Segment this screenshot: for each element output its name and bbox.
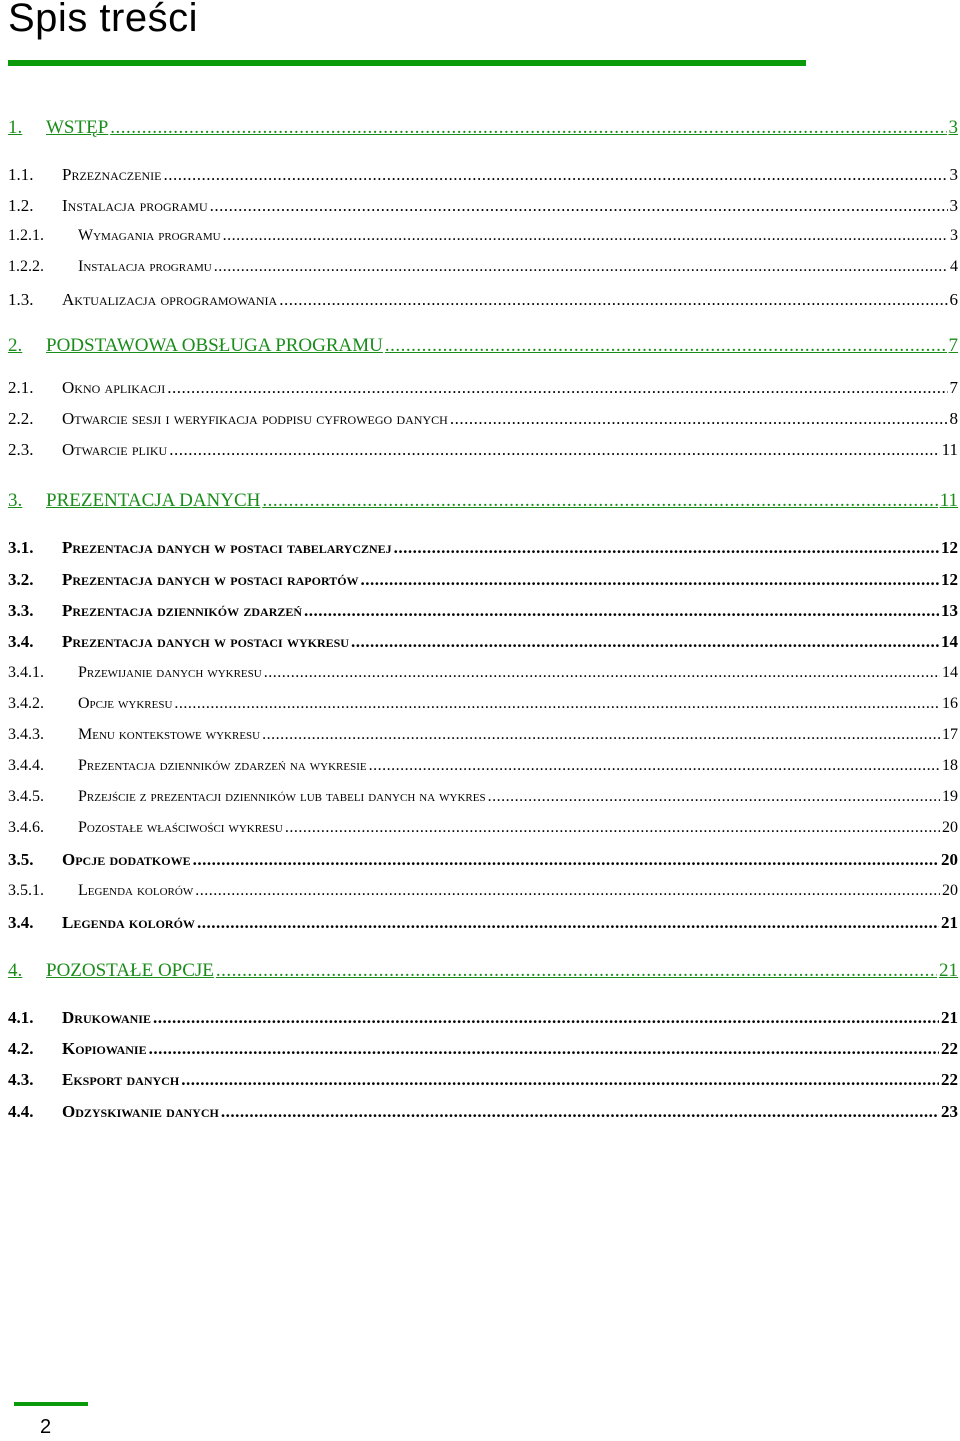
toc-entry-title[interactable]: Prezentacja danych w postaci wykresu xyxy=(62,632,349,651)
toc-entry-title[interactable]: Otwarcie sesji i weryfikacja podpisu cyfrowego danych xyxy=(62,409,448,428)
toc-dot-leader xyxy=(361,570,939,590)
toc-entry-title[interactable]: Kopiowanie xyxy=(62,1039,147,1058)
toc-entry-title[interactable]: Legenda kolorów xyxy=(78,882,194,899)
toc-entry-page: 3 xyxy=(949,165,958,184)
toc-entry[interactable] xyxy=(8,165,958,185)
toc-dot-leader xyxy=(149,1039,939,1059)
toc-entry[interactable] xyxy=(8,409,958,429)
toc-dot-leader xyxy=(181,1070,939,1090)
toc-dot-leader xyxy=(262,726,940,744)
toc-entry-number: 3.4.1. xyxy=(8,664,44,681)
toc-entry-page: 4 xyxy=(950,258,958,275)
toc-entry-page: 14 xyxy=(941,632,958,651)
toc-entry-number: 4. xyxy=(8,960,23,981)
toc-entry[interactable] xyxy=(8,601,958,621)
toc-entry-page: 8 xyxy=(949,409,958,428)
toc-entry-page: 22 xyxy=(941,1039,958,1058)
toc-dot-leader xyxy=(110,117,946,139)
toc-entry-title[interactable]: Eksport danych xyxy=(62,1070,180,1089)
toc-entry-page: 19 xyxy=(942,788,958,805)
toc-dot-leader xyxy=(193,850,939,870)
toc-entry[interactable] xyxy=(8,1102,958,1122)
toc-entry[interactable] xyxy=(8,695,958,713)
title-underline xyxy=(8,60,806,66)
toc-entry-number: 3.4.4. xyxy=(8,757,44,774)
toc-entry[interactable] xyxy=(8,1070,958,1090)
toc-dot-leader xyxy=(174,695,940,713)
toc-entry[interactable] xyxy=(8,570,958,590)
toc-dot-leader xyxy=(197,913,939,933)
toc-entry-page: 3 xyxy=(949,196,958,215)
toc-dot-leader xyxy=(169,440,939,460)
footer-rule xyxy=(14,1402,88,1406)
toc-entry[interactable] xyxy=(8,632,958,652)
toc-entry-title[interactable]: Prezentacja dzienników zdarzeń na wykresie xyxy=(78,757,367,774)
toc-entry[interactable] xyxy=(8,819,958,837)
toc-entry-page: 7 xyxy=(949,378,958,397)
toc-dot-leader xyxy=(153,1008,939,1028)
toc-entry-page: 14 xyxy=(942,664,958,681)
toc-dot-leader xyxy=(351,632,939,652)
toc-dot-leader xyxy=(167,378,947,398)
toc-dot-leader xyxy=(214,258,948,276)
toc-entry-title[interactable]: Otwarcie pliku xyxy=(62,440,168,459)
toc-entry-number: 1.3. xyxy=(8,290,34,309)
toc-entry-page: 11 xyxy=(941,440,958,459)
toc-entry-title[interactable]: Przeznaczenie xyxy=(62,165,162,184)
toc-entry-title[interactable]: Wymagania programu xyxy=(78,227,221,244)
toc-entry[interactable] xyxy=(8,440,958,460)
toc-entry[interactable] xyxy=(8,757,958,775)
toc-entry-page: 21 xyxy=(941,913,958,932)
toc-dot-leader xyxy=(285,819,940,837)
toc-entry-page: 22 xyxy=(941,1070,958,1089)
toc-entry[interactable] xyxy=(8,726,958,744)
toc-entry-number: 4.2. xyxy=(8,1039,34,1058)
toc-entry-number: 3.4. xyxy=(8,632,34,651)
toc-entry-number: 2.1. xyxy=(8,378,34,397)
toc-entry[interactable] xyxy=(8,490,958,512)
toc-entry[interactable] xyxy=(8,196,958,216)
toc-dot-leader xyxy=(385,335,947,357)
toc-entry-page: 20 xyxy=(942,819,958,836)
toc-dot-leader xyxy=(264,664,940,682)
toc-entry-title[interactable]: WSTĘP xyxy=(46,117,109,138)
toc-entry-number: 4.3. xyxy=(8,1070,34,1089)
toc-entry-title[interactable]: Przejście z prezentacji dzienników lub tabeli danych na wykres xyxy=(78,788,486,805)
toc-entry-number: 1. xyxy=(8,117,23,138)
toc-entry-number: 3.5.1. xyxy=(8,882,44,899)
toc-entry-number: 2. xyxy=(8,335,23,356)
toc-entry-number: 3.4.6. xyxy=(8,819,44,836)
toc-dot-leader xyxy=(450,409,948,429)
toc-entry[interactable] xyxy=(8,378,958,398)
toc-entry-page: 21 xyxy=(941,1008,958,1027)
toc-dot-leader xyxy=(369,757,940,775)
toc-entry-page: 3 xyxy=(948,117,958,138)
toc-entry-title[interactable]: Odzyskiwanie danych xyxy=(62,1102,219,1121)
toc-entry-title[interactable]: Legenda kolorów xyxy=(62,913,195,932)
toc-dot-leader xyxy=(279,290,947,310)
toc-entry[interactable] xyxy=(8,882,958,900)
toc-entry[interactable] xyxy=(8,1008,958,1028)
toc-entry-title[interactable]: Okno aplikacji xyxy=(62,378,166,397)
toc-entry-page: 6 xyxy=(949,290,958,309)
toc-entry-number: 3.2. xyxy=(8,570,34,589)
toc-entry[interactable] xyxy=(8,258,958,276)
toc-entry-number: 3.5. xyxy=(8,850,34,869)
toc-entry-page: 23 xyxy=(941,1102,958,1121)
toc-entry-page: 18 xyxy=(942,757,958,774)
toc-entry-number: 3.4.2. xyxy=(8,695,44,712)
toc-entry[interactable] xyxy=(8,290,958,310)
toc-entry-title[interactable]: Pozostałe właściwości wykresu xyxy=(78,819,283,836)
toc-entry-number: 3.4.3. xyxy=(8,726,44,743)
toc-entry-number: 2.3. xyxy=(8,440,34,459)
toc-entry[interactable] xyxy=(8,960,958,982)
toc-entry-page: 12 xyxy=(941,570,958,589)
toc-entry[interactable] xyxy=(8,335,958,357)
toc-entry-page: 3 xyxy=(950,227,958,244)
toc-entry-title[interactable]: Prezentacja danych w postaci tabelarycznej xyxy=(62,538,392,557)
toc-entry[interactable] xyxy=(8,117,958,139)
toc-entry[interactable] xyxy=(8,1039,958,1059)
toc-entry-page: 20 xyxy=(941,850,958,869)
toc-entry-title[interactable]: Instalacja programu xyxy=(62,196,208,215)
toc-entry-title[interactable]: PODSTAWOWA OBSŁUGA PROGRAMU xyxy=(46,335,383,356)
toc-entry-title[interactable]: PREZENTACJA DANYCH xyxy=(46,490,261,511)
toc-entry-page: 13 xyxy=(941,601,958,620)
toc-entry[interactable] xyxy=(8,913,958,933)
toc-entry-number: 1.2. xyxy=(8,196,34,215)
toc-dot-leader xyxy=(195,882,940,900)
toc-dot-leader xyxy=(216,960,937,982)
toc-entry-number: 3.4. xyxy=(8,913,34,932)
toc-entry-number: 1.1. xyxy=(8,165,34,184)
toc-entry-title[interactable]: Przewijanie danych wykresu xyxy=(78,664,262,681)
toc-entry-page: 20 xyxy=(942,882,958,899)
page-title: Spis treści xyxy=(8,0,198,40)
toc-entry-number: 1.2.1. xyxy=(8,227,44,244)
toc-entry[interactable] xyxy=(8,664,958,682)
toc-entry-number: 3.1. xyxy=(8,538,34,557)
toc-entry-page: 17 xyxy=(942,726,958,743)
toc-entry[interactable] xyxy=(8,538,958,558)
toc-entry[interactable] xyxy=(8,850,958,870)
toc-entry-page: 11 xyxy=(939,490,958,511)
toc-entry-title[interactable]: POZOSTAŁE OPCJE xyxy=(46,960,214,981)
toc-entry-number: 2.2. xyxy=(8,409,34,428)
toc-dot-leader xyxy=(304,601,939,621)
toc-entry-page: 12 xyxy=(941,538,958,557)
toc-entry[interactable] xyxy=(8,788,958,806)
toc-entry-number: 3. xyxy=(8,490,23,511)
toc-entry-page: 21 xyxy=(939,960,958,981)
toc-entry-number: 1.2.2. xyxy=(8,258,44,275)
toc-entry[interactable] xyxy=(8,227,958,245)
page-number: 2 xyxy=(40,1416,52,1438)
toc-entry-title[interactable]: Opcje wykresu xyxy=(78,695,173,712)
toc-entry-title[interactable]: Menu kontekstowe wykresu xyxy=(78,726,261,743)
toc-dot-leader xyxy=(163,165,947,185)
toc-entry-title[interactable]: Aktualizacja oprogramowania xyxy=(62,290,278,309)
toc-entry-number: 4.4. xyxy=(8,1102,34,1121)
toc-dot-leader xyxy=(262,490,937,512)
toc-dot-leader xyxy=(223,227,948,245)
toc-entry-number: 3.3. xyxy=(8,601,34,620)
toc-entry-title[interactable]: Prezentacja dzienników zdarzeń xyxy=(62,601,303,620)
toc-entry-page: 16 xyxy=(942,695,958,712)
toc-dot-leader xyxy=(394,538,939,558)
toc-entry-number: 4.1. xyxy=(8,1008,34,1027)
toc-dot-leader xyxy=(221,1102,939,1122)
toc-entry-title[interactable]: Drukowanie xyxy=(62,1008,151,1027)
toc-dot-leader xyxy=(488,788,940,806)
toc-dot-leader xyxy=(210,196,948,216)
toc-entry-title[interactable]: Instalacja programu xyxy=(78,258,212,275)
toc-entry-title[interactable]: Prezentacja danych w postaci raportów xyxy=(62,570,359,589)
toc-entry-page: 7 xyxy=(948,335,958,356)
toc-entry-number: 3.4.5. xyxy=(8,788,44,805)
toc-entry-title[interactable]: Opcje dodatkowe xyxy=(62,850,191,869)
